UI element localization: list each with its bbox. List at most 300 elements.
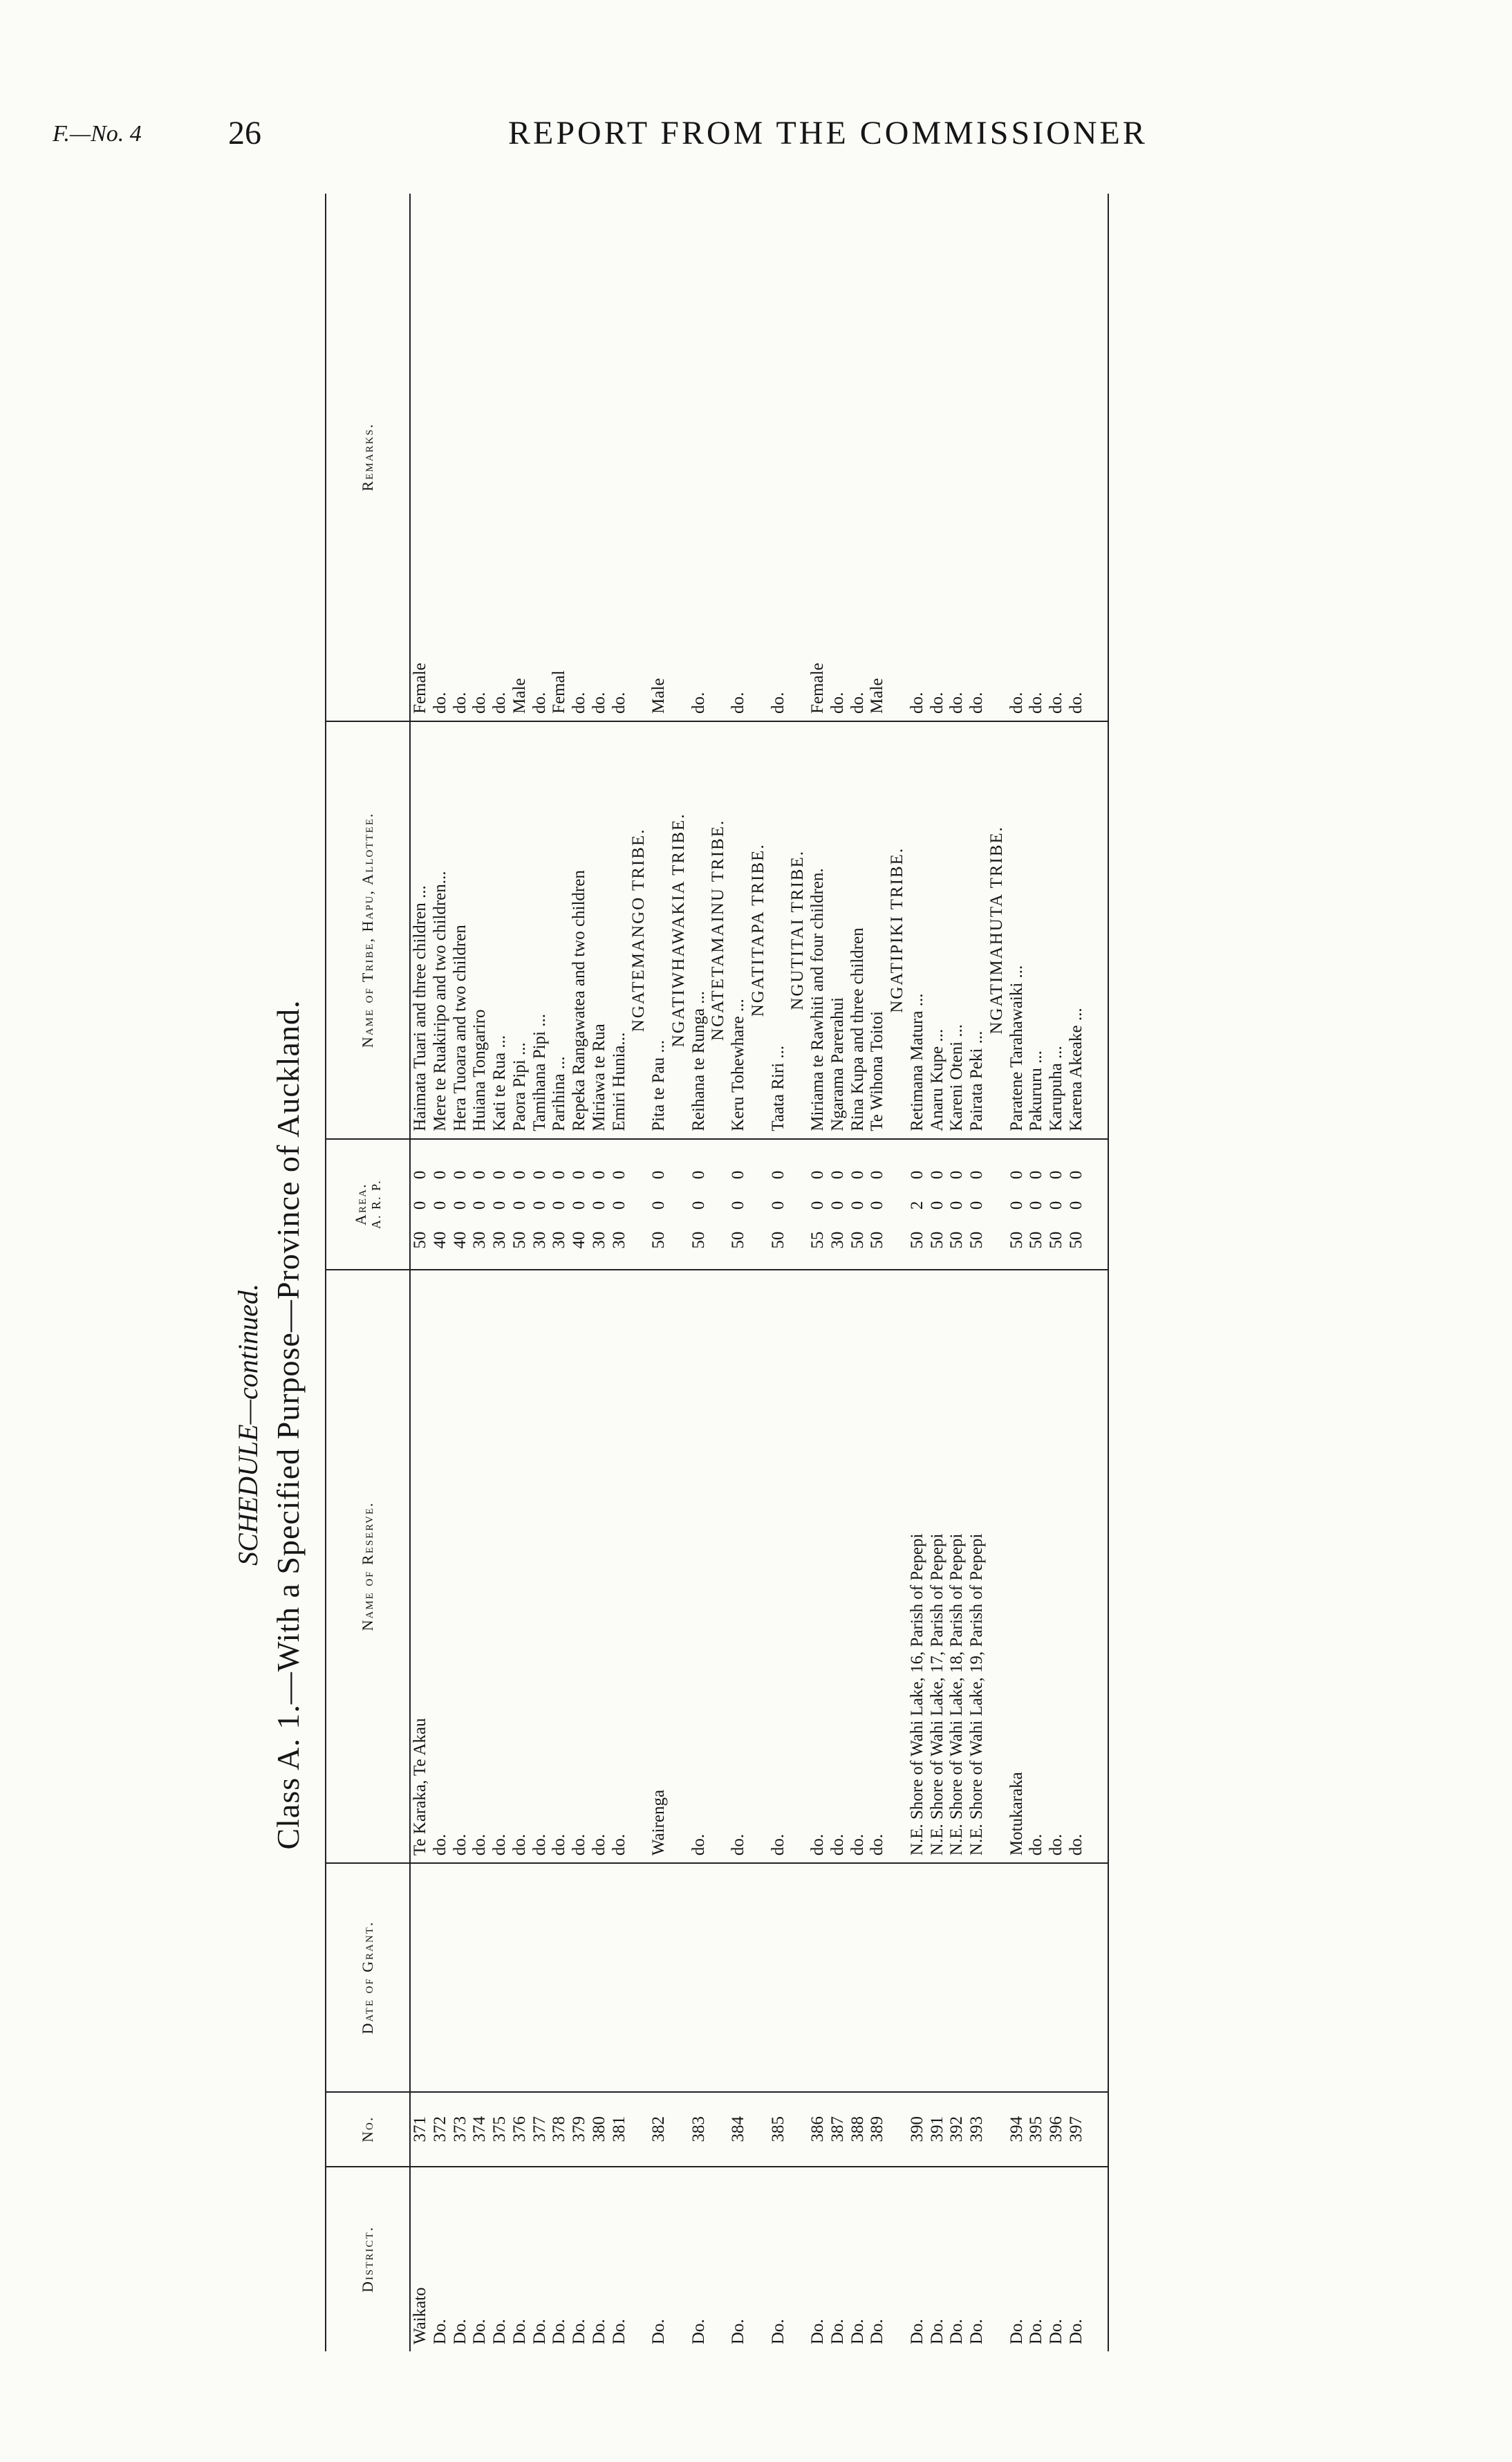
- date-cell: [431, 1863, 451, 2092]
- area-p: 0: [967, 1170, 986, 1180]
- district-cell: Do.: [570, 2319, 588, 2344]
- area-cell: [689, 1139, 709, 1270]
- table-row: [470, 194, 490, 2351]
- table-row: [1067, 194, 1108, 2351]
- date-cell: [828, 1863, 848, 2092]
- area-cell: [967, 1139, 987, 1270]
- area-p: 0: [768, 1170, 787, 1180]
- allottee-cell: Pairata Peki ...: [967, 721, 987, 1139]
- area-p: 0: [689, 1170, 708, 1180]
- date-cell: [649, 1863, 669, 2092]
- empty-cell: [709, 194, 729, 721]
- area-cell: [590, 1139, 610, 1270]
- area-p: 0: [570, 1170, 588, 1180]
- table-row: [769, 194, 789, 2351]
- area-cell: [1007, 1139, 1027, 1270]
- area-a: 50: [649, 1231, 668, 1249]
- empty-cell: [669, 1139, 689, 1270]
- empty-cell: [709, 1139, 729, 1270]
- table-row: [451, 194, 471, 2351]
- area-r: 0: [1027, 1201, 1046, 1210]
- tribe-heading-row: [669, 194, 689, 2351]
- allottee-cell: Taata Riri ...: [769, 721, 789, 1139]
- area-cell: [610, 1139, 630, 1270]
- tribe-heading-row: [788, 194, 808, 2351]
- district-cell: Do.: [609, 2319, 628, 2344]
- area-p: 0: [470, 1170, 489, 1180]
- area-cell: [1067, 1139, 1108, 1270]
- table-row: [1027, 194, 1047, 2351]
- area-cell: [908, 1139, 928, 1270]
- area-a: 40: [570, 1231, 588, 1249]
- area-cell: [410, 1139, 431, 1270]
- area-p: 0: [530, 1170, 549, 1180]
- area-a: 55: [808, 1231, 827, 1249]
- date-cell: [470, 1863, 490, 2092]
- table-row: [590, 194, 610, 2351]
- empty-cell: [788, 2092, 808, 2167]
- remarks-cell: do.: [530, 194, 550, 721]
- reserve-cell: do.: [848, 1270, 868, 1863]
- empty-cell: [888, 1270, 908, 1863]
- area-a: 50: [868, 1231, 887, 1249]
- allottee-cell: Pita te Pau ...: [649, 721, 669, 1139]
- reserve-cell: do.: [689, 1270, 709, 1863]
- reserve-cell: do.: [570, 1270, 590, 1863]
- allottee-cell: Te Wihona Toitoi: [868, 721, 888, 1139]
- remarks-cell: do.: [431, 194, 451, 721]
- empty-cell: [629, 1139, 649, 1270]
- table-row: [928, 194, 948, 2351]
- area-a: 30: [530, 1231, 549, 1249]
- district-cell: Do.: [589, 2319, 608, 2344]
- area-p: 0: [1047, 1170, 1065, 1180]
- area-cell: [570, 1139, 590, 1270]
- remarks-cell: do.: [610, 194, 630, 721]
- area-cell: [828, 1139, 848, 1270]
- area-cell: [848, 1139, 868, 1270]
- reserve-cell: do.: [1047, 1270, 1067, 1863]
- tribe-heading: NGATETAMAINU TRIBE.: [709, 721, 729, 1139]
- allottee-cell: Ngarama Parerahui: [828, 721, 848, 1139]
- area-a: 50: [411, 1231, 429, 1249]
- tribe-heading: NGATIMAHUTA TRIBE.: [987, 721, 1007, 1139]
- reserve-cell: do.: [490, 1270, 510, 1863]
- area-a: 50: [1007, 1231, 1026, 1249]
- table-row: [610, 194, 630, 2351]
- district-cell: Do.: [907, 2319, 926, 2344]
- area-a: 30: [550, 1231, 569, 1249]
- reserve-cell: Te Karaka, Te Akau: [410, 1270, 431, 1863]
- empty-cell: [749, 2092, 769, 2167]
- district-cell: Do.: [828, 2319, 847, 2344]
- area-p: 0: [550, 1170, 569, 1180]
- area-r: 0: [530, 1201, 549, 1210]
- area-a: 50: [729, 1231, 747, 1249]
- district-cell: Do.: [1047, 2319, 1065, 2344]
- table-row: [947, 194, 967, 2351]
- empty-cell: [888, 1139, 908, 1270]
- tribe-heading: NGUTITAI TRIBE.: [788, 721, 808, 1139]
- remarks-cell: do.: [828, 194, 848, 721]
- table-header-row: [326, 194, 410, 2351]
- table-row: [848, 194, 868, 2351]
- empty-cell: [669, 1863, 689, 2092]
- empty-cell: [749, 1139, 769, 1270]
- grant-no-cell: 374: [470, 2092, 490, 2167]
- area-a: 30: [828, 1231, 847, 1249]
- remarks-cell: do.: [848, 194, 868, 721]
- remarks-cell: do.: [570, 194, 590, 721]
- empty-cell: [669, 1270, 689, 1863]
- date-cell: [1047, 1863, 1067, 2092]
- date-cell: [868, 1863, 888, 2092]
- district-cell: Do.: [808, 2319, 827, 2344]
- empty-cell: [788, 2167, 808, 2351]
- reserve-cell: do.: [868, 1270, 888, 1863]
- table-row: [908, 194, 928, 2351]
- area-a: 50: [1066, 1231, 1085, 1249]
- area-cell: [530, 1139, 550, 1270]
- grant-no-cell: 387: [828, 2092, 848, 2167]
- district-cell: Do.: [470, 2319, 489, 2344]
- area-a: 30: [589, 1231, 608, 1249]
- allottee-cell: Tamihana Pipi ...: [530, 721, 550, 1139]
- empty-cell: [987, 2167, 1007, 2351]
- date-cell: [729, 1863, 749, 2092]
- area-a: 30: [470, 1231, 489, 1249]
- empty-cell: [669, 2167, 689, 2351]
- grant-no-cell: 397: [1067, 2092, 1108, 2167]
- area-a: 50: [689, 1231, 708, 1249]
- schedule-table: [325, 194, 1109, 2351]
- area-r: 0: [689, 1201, 708, 1210]
- reserve-cell: do.: [769, 1270, 789, 1863]
- grant-no-cell: 392: [947, 2092, 967, 2167]
- allottee-cell: Kati te Rua ...: [490, 721, 510, 1139]
- empty-cell: [709, 2167, 729, 2351]
- area-r: 0: [967, 1201, 986, 1210]
- allottee-cell: Paratene Tarahawaiki ...: [1007, 721, 1027, 1139]
- empty-cell: [749, 1863, 769, 2092]
- remarks-cell: do.: [967, 194, 987, 721]
- table-row: [510, 194, 530, 2351]
- area-r: 0: [510, 1201, 529, 1210]
- col-area-units: A. R. P.: [369, 1179, 384, 1229]
- district-cell: Do.: [947, 2319, 967, 2344]
- reserve-cell: do.: [808, 1270, 828, 1863]
- area-r: 0: [411, 1201, 429, 1210]
- district-cell: Do.: [729, 2319, 747, 2344]
- grant-no-cell: 377: [530, 2092, 550, 2167]
- district-cell: Do.: [768, 2319, 787, 2344]
- empty-cell: [629, 194, 649, 721]
- col-name: Name of Tribe, Hapu, Allottee.: [326, 721, 410, 1139]
- reserve-cell: do.: [431, 1270, 451, 1863]
- reserve-cell: do.: [590, 1270, 610, 1863]
- area-r: 0: [828, 1201, 847, 1210]
- grant-no-cell: 390: [908, 2092, 928, 2167]
- area-a: 50: [967, 1231, 986, 1249]
- district-cell: Do.: [649, 2319, 668, 2344]
- empty-cell: [669, 194, 689, 721]
- area-a: 30: [490, 1231, 509, 1249]
- grant-no-cell: 376: [510, 2092, 530, 2167]
- remarks-cell: Male: [510, 194, 530, 721]
- document-reference: F.—No. 4: [53, 121, 142, 147]
- area-cell: [808, 1139, 828, 1270]
- area-cell: [431, 1139, 451, 1270]
- empty-cell: [888, 194, 908, 721]
- district-cell: Do.: [848, 2319, 867, 2344]
- col-area-label: Area.: [352, 1183, 369, 1225]
- empty-cell: [629, 2092, 649, 2167]
- area-r: 0: [550, 1201, 569, 1210]
- area-p: 0: [828, 1170, 847, 1180]
- date-cell: [848, 1863, 868, 2092]
- remarks-cell: Female: [410, 194, 431, 721]
- allottee-cell: Paora Pipi ...: [510, 721, 530, 1139]
- tribe-heading: NGATEMANGO TRIBE.: [629, 721, 649, 1139]
- area-r: 0: [450, 1201, 469, 1210]
- grant-no-cell: 383: [689, 2092, 709, 2167]
- grant-no-cell: 382: [649, 2092, 669, 2167]
- empty-cell: [709, 2092, 729, 2167]
- allottee-cell: Keru Tohewhare ...: [729, 721, 749, 1139]
- area-p: 0: [1027, 1170, 1046, 1180]
- grant-no-cell: 371: [410, 2092, 431, 2167]
- area-r: 0: [490, 1201, 509, 1210]
- tribe-heading-row: [749, 194, 769, 2351]
- date-cell: [1007, 1863, 1027, 2092]
- remarks-cell: do.: [689, 194, 709, 721]
- allottee-cell: Karupuha ...: [1047, 721, 1067, 1139]
- tribe-heading: NGATITAPA TRIBE.: [749, 721, 769, 1139]
- table-row: [410, 194, 431, 2351]
- remarks-cell: do.: [1067, 194, 1108, 721]
- grant-no-cell: 378: [550, 2092, 570, 2167]
- area-a: 40: [450, 1231, 469, 1249]
- remarks-cell: do.: [1047, 194, 1067, 721]
- district-cell: Do.: [689, 2319, 708, 2344]
- empty-cell: [888, 1863, 908, 2092]
- table-row: [1047, 194, 1067, 2351]
- class-caption: Class A. 1.—With a Specified Purpose—Province of Auckland.: [270, 999, 306, 1850]
- empty-cell: [888, 2092, 908, 2167]
- district-cell: Do.: [927, 2319, 946, 2344]
- remarks-cell: Femal: [550, 194, 570, 721]
- empty-cell: [987, 1270, 1007, 1863]
- area-r: 0: [768, 1201, 787, 1210]
- area-r: 0: [947, 1201, 967, 1210]
- grant-no-cell: 393: [967, 2092, 987, 2167]
- district-cell: Do.: [510, 2319, 529, 2344]
- area-a: 50: [848, 1231, 867, 1249]
- col-no: No.: [326, 2092, 410, 2167]
- remarks-cell: do.: [947, 194, 967, 721]
- remarks-cell: do.: [1027, 194, 1047, 721]
- area-a: 30: [609, 1231, 628, 1249]
- area-r: 0: [1066, 1201, 1085, 1210]
- allottee-cell: Haimata Tuari and three children ...: [410, 721, 431, 1139]
- grant-no-cell: 395: [1027, 2092, 1047, 2167]
- remarks-cell: do.: [470, 194, 490, 721]
- district-cell: Do.: [430, 2319, 449, 2344]
- empty-cell: [629, 1270, 649, 1863]
- col-remarks: Remarks.: [326, 194, 410, 721]
- empty-cell: [629, 1863, 649, 2092]
- grant-no-cell: 396: [1047, 2092, 1067, 2167]
- area-cell: [490, 1139, 510, 1270]
- date-cell: [610, 1863, 630, 2092]
- area-cell: [868, 1139, 888, 1270]
- tribe-heading: NGATIWHAWAKIA TRIBE.: [669, 721, 689, 1139]
- district-cell: Do.: [967, 2319, 986, 2344]
- area-r: 0: [430, 1201, 449, 1210]
- area-r: 0: [927, 1201, 946, 1210]
- area-a: 50: [510, 1231, 529, 1249]
- reserve-cell: Wairenga: [649, 1270, 669, 1863]
- grant-no-cell: 375: [490, 2092, 510, 2167]
- area-p: 0: [947, 1170, 967, 1180]
- remarks-cell: do.: [451, 194, 471, 721]
- grant-no-cell: 394: [1007, 2092, 1027, 2167]
- allottee-cell: Reihana te Runga ...: [689, 721, 709, 1139]
- remarks-cell: do.: [590, 194, 610, 721]
- tribe-heading-row: [888, 194, 908, 2351]
- area-p: 0: [1066, 1170, 1085, 1180]
- area-p: 0: [649, 1170, 668, 1180]
- table-row: [808, 194, 828, 2351]
- tribe-heading-row: [709, 194, 729, 2351]
- allottee-cell: Repeka Rangawatea and two children: [570, 721, 590, 1139]
- reserve-cell: do.: [470, 1270, 490, 1863]
- empty-cell: [788, 194, 808, 721]
- allottee-cell: Miriawa te Rua: [590, 721, 610, 1139]
- area-p: 0: [729, 1170, 747, 1180]
- grant-no-cell: 385: [769, 2092, 789, 2167]
- empty-cell: [888, 2167, 908, 2351]
- reserve-cell: do.: [729, 1270, 749, 1863]
- empty-cell: [788, 1863, 808, 2092]
- empty-cell: [788, 1139, 808, 1270]
- date-cell: [570, 1863, 590, 2092]
- area-r: 0: [649, 1201, 668, 1210]
- area-cell: [451, 1139, 471, 1270]
- empty-cell: [629, 2167, 649, 2351]
- date-cell: [928, 1863, 948, 2092]
- reserve-cell: do.: [828, 1270, 848, 1863]
- district-cell: Do.: [550, 2319, 569, 2344]
- area-r: 0: [729, 1201, 747, 1210]
- grant-no-cell: 384: [729, 2092, 749, 2167]
- district-cell: Do.: [1067, 2167, 1108, 2351]
- empty-cell: [987, 194, 1007, 721]
- empty-cell: [669, 2092, 689, 2167]
- col-date: Date of Grant.: [326, 1863, 410, 2092]
- area-r: 2: [907, 1201, 926, 1210]
- grant-no-cell: 388: [848, 2092, 868, 2167]
- date-cell: [490, 1863, 510, 2092]
- remarks-cell: Male: [868, 194, 888, 721]
- allottee-cell: Huiana Tongariro: [470, 721, 490, 1139]
- area-cell: [729, 1139, 749, 1270]
- table-row: [1007, 194, 1027, 2351]
- remarks-cell: do.: [729, 194, 749, 721]
- district-cell: Do.: [530, 2319, 549, 2344]
- area-r: 0: [808, 1201, 827, 1210]
- area-cell: [1027, 1139, 1047, 1270]
- tribe-heading-row: [987, 194, 1007, 2351]
- remarks-cell: do.: [928, 194, 948, 721]
- table-row: [689, 194, 709, 2351]
- allottee-cell: Retimana Matura ...: [908, 721, 928, 1139]
- date-cell: [1027, 1863, 1047, 2092]
- table-row: [828, 194, 848, 2351]
- grant-no-cell: 391: [928, 2092, 948, 2167]
- district-cell: Do.: [1007, 2319, 1026, 2344]
- area-a: 50: [947, 1231, 967, 1249]
- table-row: [868, 194, 888, 2351]
- empty-cell: [749, 1270, 769, 1863]
- allottee-cell: Pakururu ...: [1027, 721, 1047, 1139]
- grant-no-cell: 386: [808, 2092, 828, 2167]
- allottee-cell: Mere te Ruakiripo and two children...: [431, 721, 451, 1139]
- table-row: [729, 194, 749, 2351]
- reserve-cell: N.E. Shore of Wahi Lake, 18, Parish of Pepepi: [947, 1270, 967, 1863]
- area-cell: [649, 1139, 669, 1270]
- date-cell: [689, 1863, 709, 2092]
- col-area: [326, 1139, 410, 1270]
- tribe-heading-row: [629, 194, 649, 2351]
- grant-no-cell: 380: [590, 2092, 610, 2167]
- allottee-cell: Karena Akeake ...: [1067, 721, 1108, 1139]
- date-cell: [451, 1863, 471, 2092]
- empty-cell: [788, 1270, 808, 1863]
- reserve-cell: do.: [550, 1270, 570, 1863]
- district-cell: Do.: [490, 2319, 509, 2344]
- remarks-cell: Male: [649, 194, 669, 721]
- remarks-cell: Female: [808, 194, 828, 721]
- area-cell: [550, 1139, 570, 1270]
- reserve-cell: do.: [1027, 1270, 1047, 1863]
- date-cell: [530, 1863, 550, 2092]
- empty-cell: [709, 1270, 729, 1863]
- area-cell: [470, 1139, 490, 1270]
- area-p: 0: [490, 1170, 509, 1180]
- reserve-cell: N.E. Shore of Wahi Lake, 17, Parish of Pepepi: [928, 1270, 948, 1863]
- table-row: [570, 194, 590, 2351]
- reserve-cell: N.E. Shore of Wahi Lake, 16, Parish of Pepepi: [908, 1270, 928, 1863]
- area-p: 0: [411, 1170, 429, 1180]
- reserve-cell: do.: [451, 1270, 471, 1863]
- area-r: 0: [868, 1201, 887, 1210]
- date-cell: [947, 1863, 967, 2092]
- reserve-cell: do.: [510, 1270, 530, 1863]
- date-cell: [510, 1863, 530, 2092]
- area-r: 0: [470, 1201, 489, 1210]
- date-cell: [769, 1863, 789, 2092]
- reserve-cell: Motukaraka: [1007, 1270, 1027, 1863]
- table-row: [530, 194, 550, 2351]
- reserve-cell: do.: [610, 1270, 630, 1863]
- allottee-cell: Rina Kupa and three children: [848, 721, 868, 1139]
- empty-cell: [749, 194, 769, 721]
- grant-no-cell: 372: [431, 2092, 451, 2167]
- date-cell: [967, 1863, 987, 2092]
- grant-no-cell: 379: [570, 2092, 590, 2167]
- date-cell: [808, 1863, 828, 2092]
